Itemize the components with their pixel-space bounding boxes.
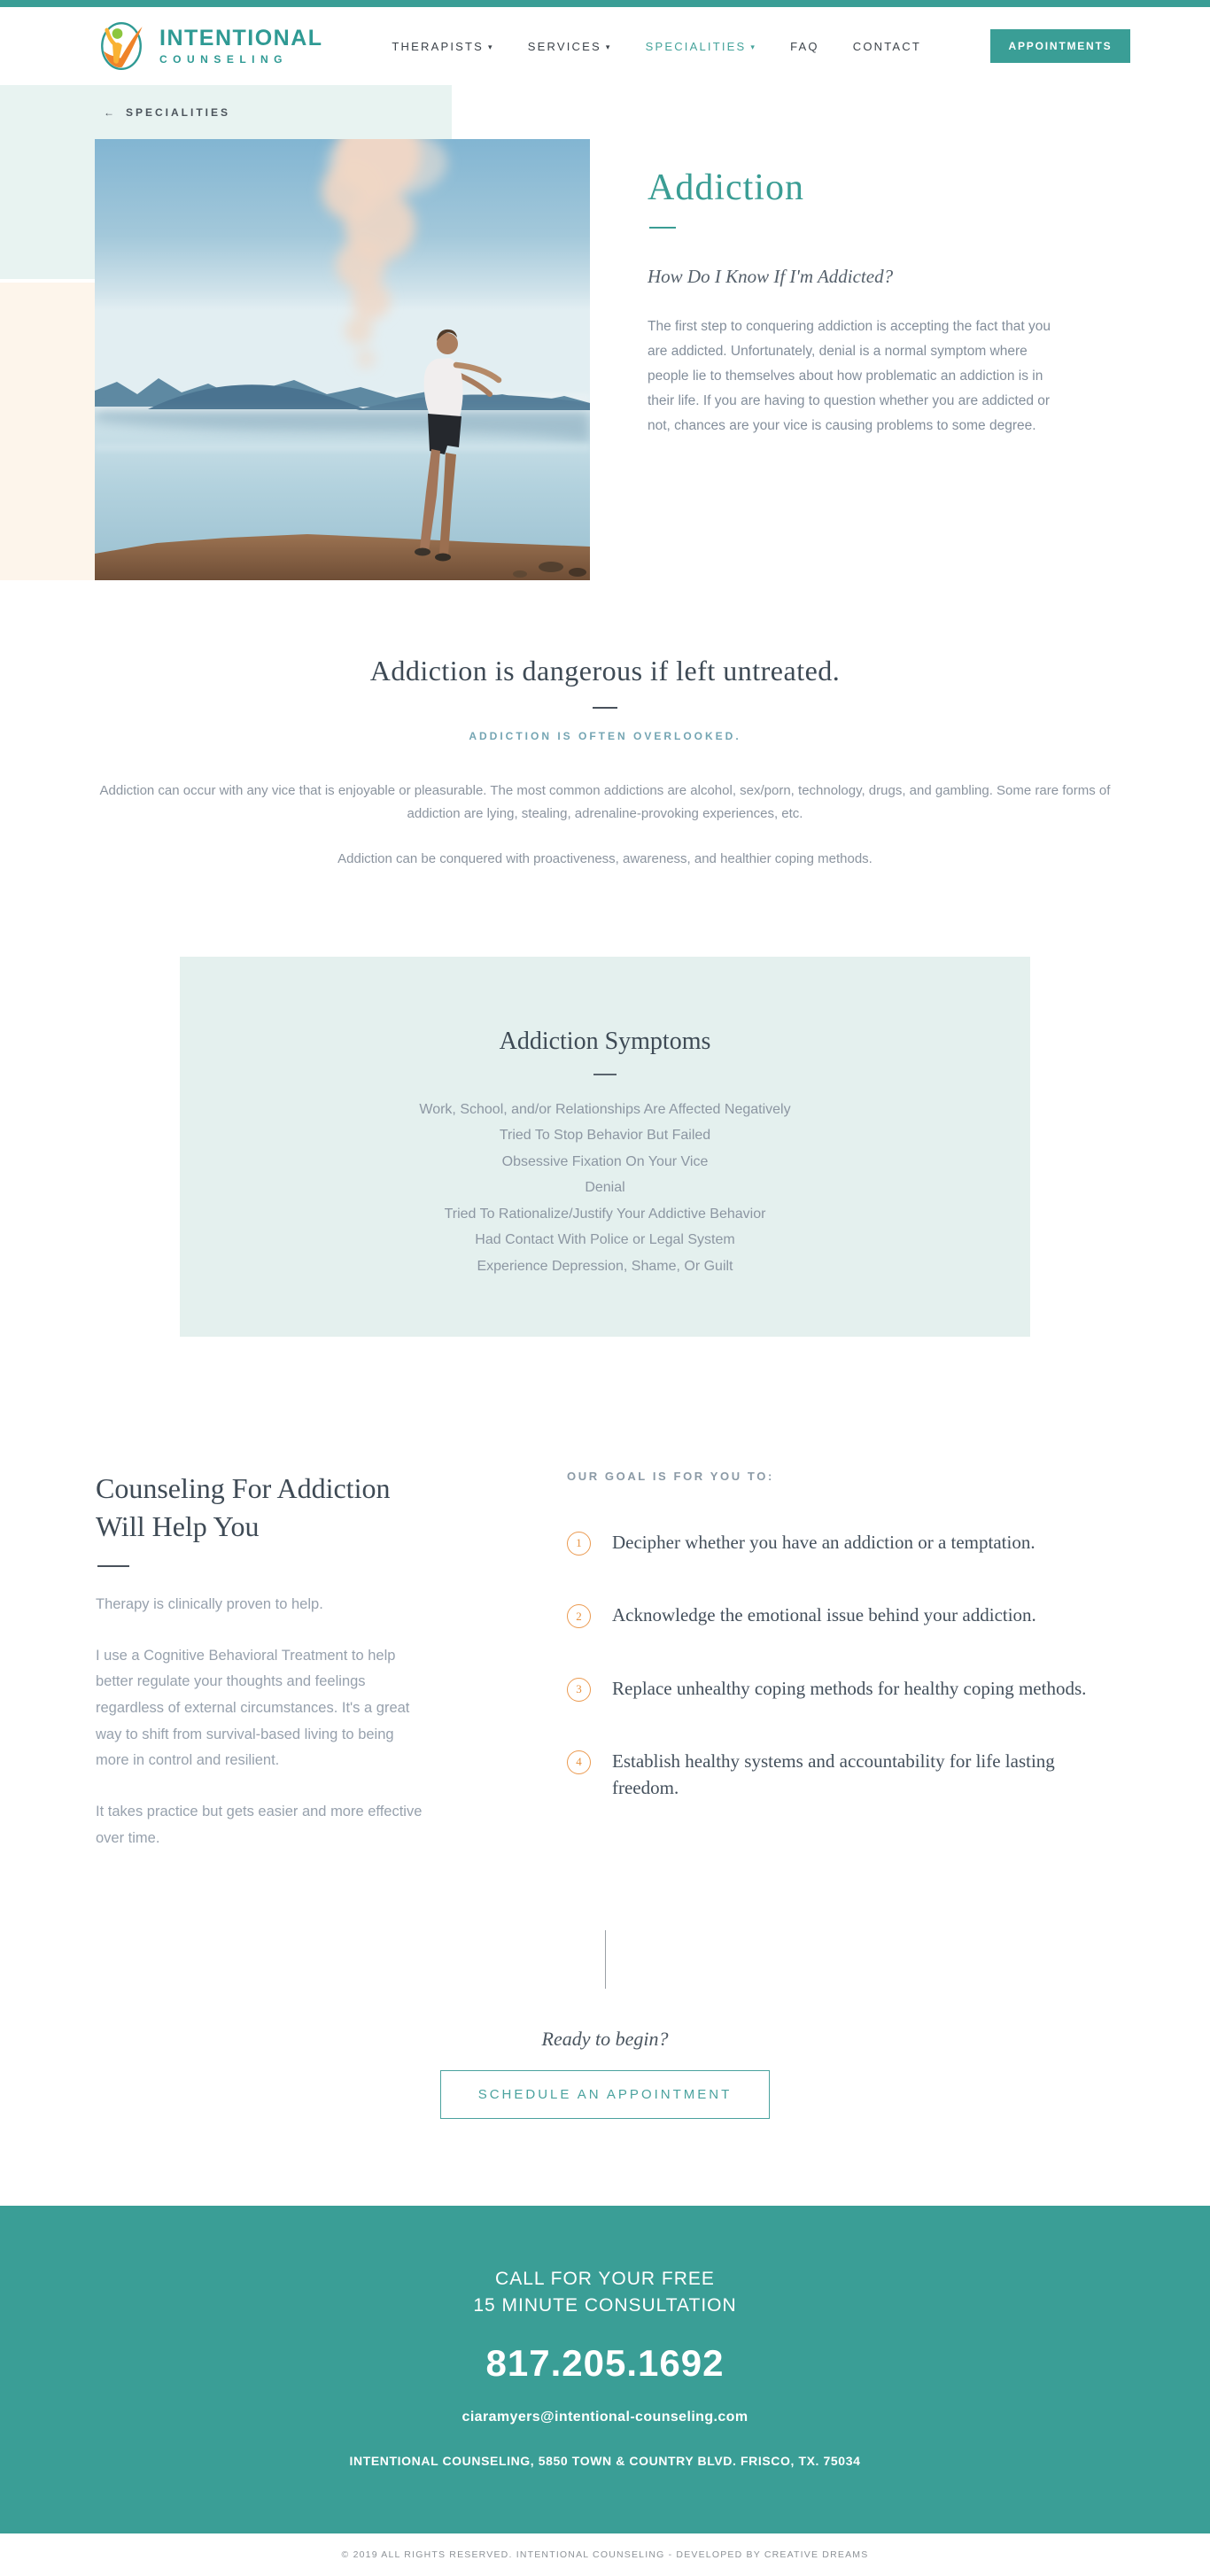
footer-call-line2: 15 MINUTE CONSULTATION bbox=[473, 2294, 737, 2316]
chevron-down-icon: ▾ bbox=[750, 42, 757, 51]
breadcrumb-label: SPECIALITIES bbox=[126, 106, 231, 119]
top-accent-bar bbox=[0, 0, 1210, 7]
nav-item-services[interactable] bbox=[528, 40, 612, 53]
symptoms-heading: Addiction Symptoms bbox=[499, 1027, 711, 1055]
cta-prompt: Ready to begin? bbox=[541, 2027, 669, 2050]
page-title: Addiction bbox=[648, 167, 804, 208]
goal-number-badge: 1 bbox=[567, 1532, 591, 1556]
chevron-down-icon: ▾ bbox=[488, 42, 494, 51]
nav-item-label: FAQ bbox=[790, 39, 819, 53]
brand-wordmark bbox=[159, 27, 323, 65]
counseling-paragraph: I use a Cognitive Behavioral Treatment to help better regulate your thoughts and feelings regardless of external circumstances. It's a great way to shift from survival-based living to being more in control and resilient. bbox=[96, 1647, 410, 1769]
symptom-item: Obsessive Fixation On Your Vice bbox=[501, 1153, 709, 1169]
footer-email-link[interactable]: ciaramyers@intentional-counseling.com bbox=[462, 2409, 748, 2425]
symptom-item: Work, School, and/or Relationships Are Affected Negatively bbox=[419, 1101, 791, 1117]
cta-section bbox=[0, 1930, 1210, 2119]
brand-name-line2: COUNSELING bbox=[159, 53, 289, 66]
symptoms-box bbox=[180, 957, 1030, 1337]
statement-heading: Addiction is dangerous if left untreated. bbox=[369, 655, 841, 687]
nav-item-faq[interactable] bbox=[790, 40, 819, 53]
divider-dash bbox=[97, 1565, 129, 1567]
hero-copy bbox=[648, 167, 1064, 438]
divider-dash bbox=[593, 1074, 617, 1075]
site-footer bbox=[0, 2206, 1210, 2534]
symptom-item: Experience Depression, Shame, Or Guilt bbox=[477, 1259, 733, 1275]
arrow-left-icon: ← bbox=[104, 106, 117, 119]
hero-photo bbox=[95, 139, 590, 580]
goal-text: Replace unhealthy coping methods for healthy coping methods. bbox=[612, 1677, 1087, 1699]
goal-text: Acknowledge the emotional issue behind your addiction. bbox=[612, 1604, 1036, 1626]
symptom-item: Tried To Stop Behavior But Failed bbox=[499, 1128, 711, 1144]
nav-item-therapists[interactable] bbox=[392, 40, 493, 53]
man-by-lake-photo bbox=[95, 139, 590, 580]
appointments-button[interactable]: APPOINTMENTS bbox=[990, 29, 1130, 63]
symptom-item: Had Contact With Police or Legal System bbox=[475, 1232, 735, 1248]
goals-column bbox=[567, 1470, 1114, 1852]
statement-section bbox=[0, 655, 1210, 871]
hero-subtitle: How Do I Know If I'm Addicted? bbox=[648, 266, 894, 287]
logo-figure-icon bbox=[96, 20, 147, 72]
goal-item bbox=[567, 1748, 1114, 1802]
symptom-item: Denial bbox=[585, 1180, 625, 1196]
goal-item bbox=[567, 1675, 1114, 1702]
breadcrumb[interactable] bbox=[104, 106, 230, 119]
schedule-appointment-button[interactable]: SCHEDULE AN APPOINTMENT bbox=[440, 2070, 771, 2119]
main-nav bbox=[392, 29, 1130, 63]
nav-item-label: SERVICES bbox=[527, 39, 601, 53]
counseling-paragraph: It takes practice but gets easier and more effective over time. bbox=[96, 1804, 423, 1846]
nav-item-label: CONTACT bbox=[852, 39, 921, 53]
site-header bbox=[0, 7, 1210, 85]
symptom-item: Tried To Rationalize/Justify Your Addictive Behavior bbox=[444, 1206, 766, 1222]
statement-paragraph: Addiction can occur with any vice that is enjoyable or pleasurable. The most common addictions are alcohol, sex/porn, technology, drugs, and gambling. Some rare forms of addiction are lying, stealing, adrenaline-provoking experiences, etc. bbox=[99, 783, 1111, 821]
divider-dash bbox=[593, 707, 617, 709]
footer-call-line1: CALL FOR YOUR FREE bbox=[495, 2268, 715, 2289]
goal-item bbox=[567, 1602, 1114, 1628]
footer-phone[interactable]: 817.205.1692 bbox=[485, 2342, 725, 2385]
goal-number-badge: 2 bbox=[567, 1604, 591, 1628]
counseling-section bbox=[96, 1470, 1114, 1852]
vertical-divider bbox=[605, 1930, 606, 1989]
counseling-intro-column bbox=[96, 1470, 430, 1852]
goal-number-badge: 3 bbox=[567, 1678, 591, 1702]
goal-item bbox=[567, 1529, 1114, 1556]
hero-body-text: The first step to conquering addiction is accepting the fact that you are addicted. Unfortunately, denial is a normal symptom where people lie to themselves about how problematic an addiction is in their life. If you are having to question whether you are addicted or not, chances are your vice is causing problems to some degree. bbox=[648, 319, 1051, 433]
counseling-paragraph: Therapy is clinically proven to help. bbox=[96, 1596, 323, 1613]
brand-name-line1: INTENTIONAL bbox=[159, 26, 323, 50]
nav-item-label: THERAPISTS bbox=[392, 39, 485, 53]
divider-dash bbox=[649, 227, 676, 229]
statement-tagline: ADDICTION IS OFTEN OVERLOOKED. bbox=[469, 730, 741, 742]
chevron-down-icon: ▾ bbox=[605, 42, 612, 51]
footer-address: INTENTIONAL COUNSELING, 5850 TOWN & COUNTRY BLVD. FRISCO, TX. 75034 bbox=[349, 2454, 861, 2469]
nav-item-contact[interactable] bbox=[853, 40, 921, 53]
statement-paragraph: Addiction can be conquered with proactiveness, awareness, and healthier coping methods. bbox=[337, 851, 873, 866]
copyright-text: © 2019 ALL RIGHTS RESERVED. INTENTIONAL COUNSELING - DEVELOPED BY CREATIVE DREAMS bbox=[341, 2549, 869, 2561]
copyright-bar bbox=[0, 2533, 1210, 2576]
goal-number-badge: 4 bbox=[567, 1750, 591, 1774]
logo[interactable] bbox=[96, 20, 323, 72]
goals-label: OUR GOAL IS FOR YOU TO: bbox=[567, 1469, 774, 1483]
hero-section bbox=[0, 85, 1210, 580]
nav-item-specialities[interactable] bbox=[646, 40, 757, 53]
goal-text: Decipher whether you have an addiction or a temptation. bbox=[612, 1531, 1035, 1553]
goal-text: Establish healthy systems and accountability for life lasting freedom. bbox=[612, 1750, 1055, 1799]
counseling-heading: Counseling For Addiction Will Help You bbox=[96, 1471, 391, 1542]
nav-item-label: SPECIALITIES bbox=[645, 39, 747, 53]
